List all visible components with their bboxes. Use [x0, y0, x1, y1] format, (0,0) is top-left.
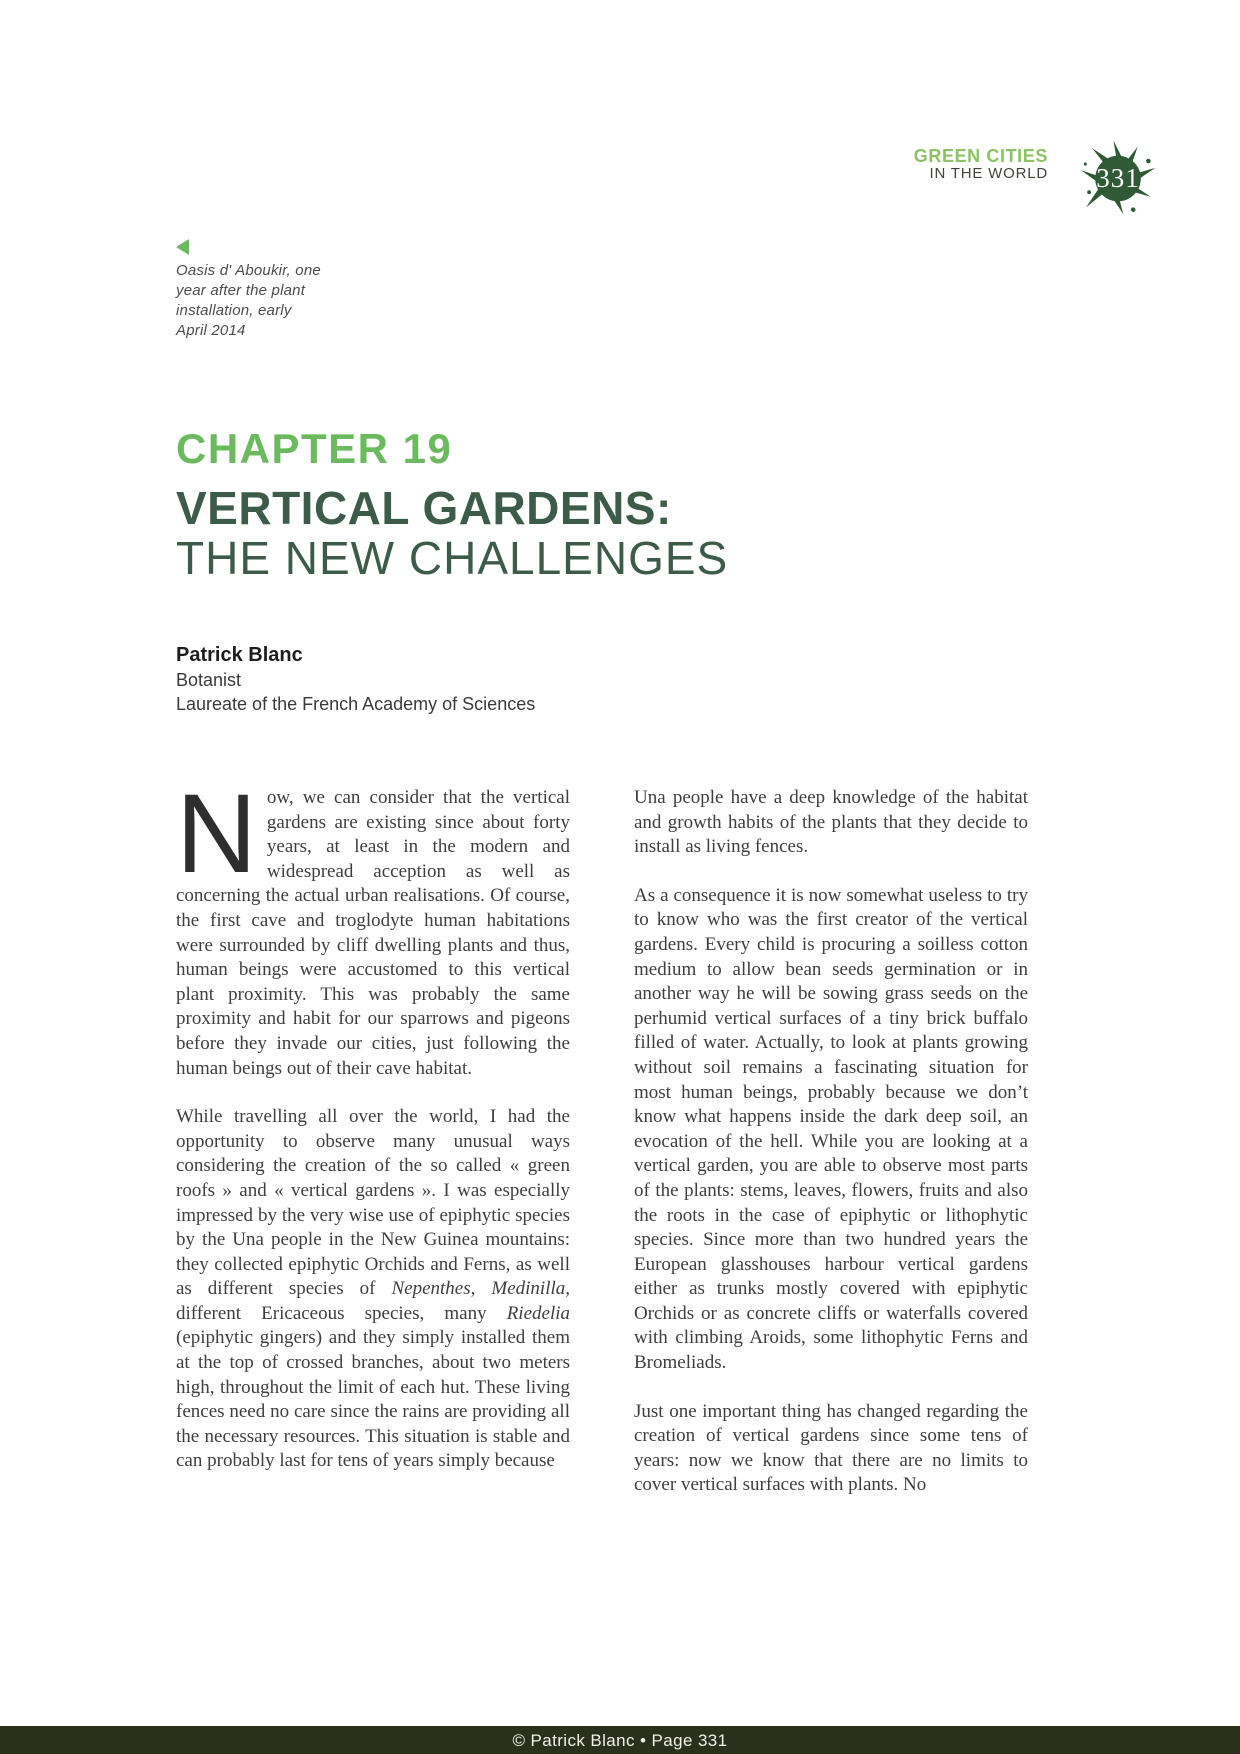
text-run: While travelling all over the world, I had the opportunity to observe many unusual ways considering the creation of the so called « green roofs » and « vertical gardens ». I was especially impressed by the very wise use of epiphytic species by the Una people in the New Guinea mountains: they collected epiphytic Orchids and Ferns, as well as different species of: [176, 1106, 570, 1300]
author-distinction: Laureate of the French Academy of Sciences: [176, 694, 536, 714]
text-run: , different Ericaceous species, many: [176, 1278, 570, 1324]
body-text: [176, 786, 1028, 1556]
italic-text-run: Riedelia: [506, 1302, 570, 1324]
chapter-heading: [176, 425, 876, 584]
author-role: Botanist: [176, 670, 242, 690]
caption-line: installation, early: [176, 302, 292, 319]
chapter-title-line2: THE NEW CHALLENGES: [176, 532, 729, 584]
chapter-title-line1: VERTICAL GARDENS:: [176, 482, 672, 534]
brand-text: [914, 147, 1048, 181]
author-name: Patrick Blanc: [176, 644, 303, 666]
text-run: ow, we can consider that the vertical gardens are existing since about forty years, at least in the modern and widespread acception as well as concerning the actual urban realisations. Of course, the first cave and troglodyte human habitations were surrounded by cliff dwelling plants and thus, human beings were accustomed to this vertical plant proximity. This was probably the same proximity and habit for our sparrows and pigeons before they invade our cities, just following the human beings out of their cave habitat.: [176, 787, 570, 1079]
text-run: (epiphytic gingers) and they simply installed them at the top of crossed branches, about two meters high, throughout the limit of each hut. These living fences need no care since the rains are providing all the necessary resources. This situation is stable and can probably last for tens of years simply because: [176, 1327, 570, 1472]
body-paragraph: [634, 1400, 1028, 1498]
drop-cap: N: [176, 786, 257, 896]
page-number-badge: [1080, 139, 1156, 215]
body-paragraph: [176, 786, 570, 1081]
chapter-kicker: CHAPTER 19: [176, 425, 453, 472]
brand-subtitle: IN THE WORLD: [929, 165, 1048, 182]
caption-line: Oasis d' Aboukir, one: [176, 262, 321, 279]
text-run: Just one important thing has changed regarding the creation of vertical gardens since some tens of years: now we know that there are no limits to cover vertical surfaces with plants. No: [634, 1400, 1028, 1496]
author-block: [176, 643, 535, 716]
body-paragraph: [176, 1105, 570, 1474]
body-paragraph: [634, 884, 1028, 1376]
caption-line: April 2014: [176, 322, 246, 339]
text-column-right: [634, 786, 1028, 1556]
caption-arrow-icon: [176, 239, 189, 255]
italic-text-run: Medinilla: [491, 1278, 566, 1300]
photo-caption: [176, 239, 321, 341]
caption-line: year after the plant: [176, 282, 306, 299]
text-run: As a consequence it is now somewhat useless to try to know who was the first creator of the vertical gardens. Every child is procuring a soilless cotton medium to allow bean seeds germination or in another way he will be sowing grass seeds on the perhumid vertical surfaces of a tiny brick buffalo filled of water. Actually, to look at plants growing without soil remains a fascinating situation for most human beings, probably because we don’t know what happens inside the dark deep soil, an evocation of the hell. While you are looking at a vertical garden, you are able to observe most parts of the plants: stems, leaves, flowers, fruits and also the roots in the case of epiphytic or lithophytic species. Since more than two hundred years the European glasshouses harbour vertical gardens either as trunks mostly covered with epiphytic Orchids or as concrete cliffs or waterfalls covered with climbing Aroids, some lithophytic Ferns and Bromeliads.: [634, 884, 1028, 1374]
text-run: Una people have a deep knowledge of the habitat and growth habits of the plants that they decide to install as living fences.: [634, 787, 1028, 858]
text-column-left: [176, 786, 570, 1556]
page-number: 331: [1096, 162, 1140, 193]
text-run: ,: [470, 1278, 492, 1300]
brand-title: GREEN CITIES: [913, 146, 1048, 166]
footer-text: © Patrick Blanc • Page 331: [512, 1730, 728, 1750]
footer-bar: [0, 1726, 1240, 1754]
body-paragraph: [634, 786, 1028, 860]
italic-text-run: Nepenthes: [391, 1278, 471, 1300]
